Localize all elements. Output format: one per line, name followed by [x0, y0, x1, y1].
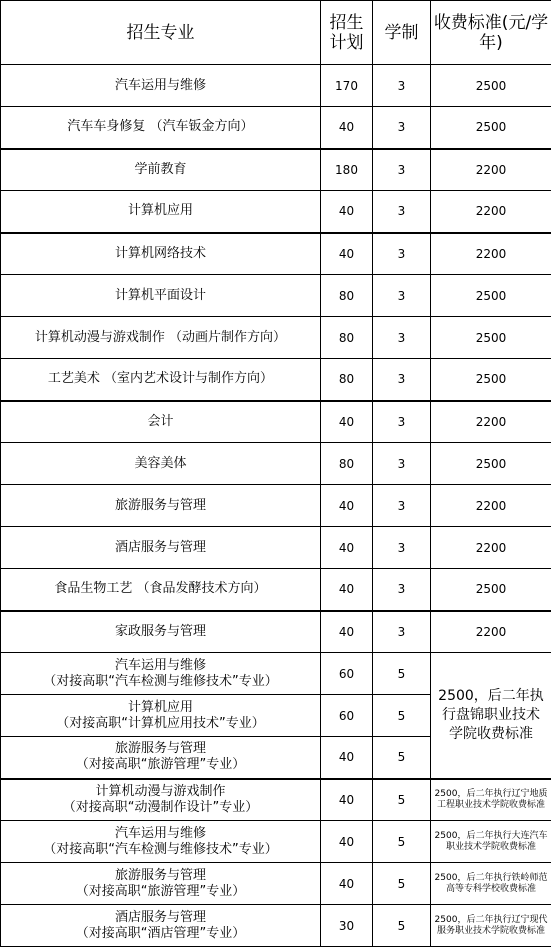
- cell-fee: 2500: [431, 107, 551, 149]
- cell-duration: 5: [373, 653, 431, 695]
- cell-plan: 170: [321, 65, 373, 107]
- cell-duration: 5: [373, 779, 431, 821]
- table-row: [1, 527, 551, 569]
- major-name: 汽车运用与维修: [114, 657, 206, 673]
- cell-duration: 5: [373, 905, 431, 947]
- cell-fee: 2500，后二年执行辽宁地质工程职业技术学院收费标准: [431, 779, 551, 821]
- cell-plan: 80: [321, 359, 373, 401]
- table-row-partner: [1, 905, 551, 947]
- cell-fee: 2500: [431, 317, 551, 359]
- table-row: [1, 317, 551, 359]
- cell-duration: 3: [373, 485, 431, 527]
- cell-duration: 3: [373, 65, 431, 107]
- cell-fee: 2500: [431, 359, 551, 401]
- cell-duration: 3: [373, 527, 431, 569]
- table-row: [1, 569, 551, 611]
- cell-major: 计算机平面设计: [1, 275, 321, 317]
- cell-fee: 2500: [431, 443, 551, 485]
- table-row: [1, 359, 551, 401]
- table-row: [1, 275, 551, 317]
- cell-plan: 40: [321, 401, 373, 443]
- cell-plan: 40: [321, 863, 373, 905]
- major-name: 酒店服务与管理: [114, 909, 206, 925]
- major-note: （对接高职“汽车检测与维修技术”专业）: [43, 841, 278, 857]
- table-row: [1, 485, 551, 527]
- cell-duration: 3: [373, 443, 431, 485]
- header-plan: 招生计划: [321, 1, 373, 65]
- cell-plan: 60: [321, 653, 373, 695]
- cell-duration: 3: [373, 107, 431, 149]
- table-row: [1, 401, 551, 443]
- cell-fee: 2500，后二年执行辽宁现代服务职业技术学院收费标准: [431, 905, 551, 947]
- cell-major: 旅游服务与管理: [1, 485, 321, 527]
- cell-duration: 5: [373, 695, 431, 737]
- cell-major: [1, 737, 321, 779]
- major-note: （对接高职“旅游管理”专业）: [75, 757, 246, 773]
- cell-major: 汽车车身修复 （汽车钣金方向）: [1, 107, 321, 149]
- cell-fee: 2200: [431, 401, 551, 443]
- cell-plan: 40: [321, 233, 373, 275]
- cell-fee: 2200: [431, 233, 551, 275]
- major-name: 旅游服务与管理: [114, 867, 206, 883]
- cell-fee: 2200: [431, 191, 551, 233]
- table-row: [1, 611, 551, 653]
- cell-major: 家政服务与管理: [1, 611, 321, 653]
- cell-major: 会计: [1, 401, 321, 443]
- cell-major: 计算机应用: [1, 191, 321, 233]
- header-major: 招生专业: [1, 1, 321, 65]
- cell-plan: 60: [321, 695, 373, 737]
- table-row: [1, 191, 551, 233]
- cell-major: 食品生物工艺 （食品发酵技术方向）: [1, 569, 321, 611]
- major-name: 汽车运用与维修: [114, 825, 206, 841]
- cell-plan: 80: [321, 275, 373, 317]
- cell-duration: 5: [373, 821, 431, 863]
- table-row-partner: [1, 821, 551, 863]
- cell-plan: 40: [321, 611, 373, 653]
- cell-fee: 2500，后二年执行铁岭师范高等专科学校收费标准: [431, 863, 551, 905]
- table-row: [1, 149, 551, 191]
- cell-fee-merged: 2500，后二年执行盘锦职业技术学院收费标准: [431, 653, 551, 779]
- cell-plan: 80: [321, 443, 373, 485]
- major-note: （对接高职“汽车检测与维修技术”专业）: [43, 673, 278, 689]
- table-row-partner: [1, 779, 551, 821]
- cell-fee: 2200: [431, 611, 551, 653]
- cell-major: [1, 905, 321, 947]
- table-row: [1, 233, 551, 275]
- cell-major: 学前教育: [1, 149, 321, 191]
- cell-major: [1, 821, 321, 863]
- header-fee: 收费标准(元/学年): [431, 1, 551, 65]
- cell-major: 计算机网络技术: [1, 233, 321, 275]
- cell-plan: 40: [321, 527, 373, 569]
- cell-major: [1, 863, 321, 905]
- cell-duration: 3: [373, 275, 431, 317]
- cell-major: 工艺美术 （室内艺术设计与制作方向）: [1, 359, 321, 401]
- cell-plan: 40: [321, 191, 373, 233]
- cell-major: 计算机动漫与游戏制作 （动画片制作方向）: [1, 317, 321, 359]
- table-row: [1, 65, 551, 107]
- cell-major: [1, 653, 321, 695]
- major-note: （对接高职“酒店管理”专业）: [75, 925, 246, 941]
- cell-duration: 5: [373, 863, 431, 905]
- cell-plan: 40: [321, 737, 373, 779]
- cell-fee: 2200: [431, 485, 551, 527]
- major-note: （对接高职“旅游管理”专业）: [75, 883, 246, 899]
- cell-duration: 3: [373, 317, 431, 359]
- cell-plan: 180: [321, 149, 373, 191]
- cell-major: 酒店服务与管理: [1, 527, 321, 569]
- cell-plan: 40: [321, 821, 373, 863]
- cell-fee: 2500，后二年执行大连汽车职业技术学院收费标准: [431, 821, 551, 863]
- cell-plan: 40: [321, 485, 373, 527]
- cell-duration: 3: [373, 401, 431, 443]
- table-row-partner: [1, 863, 551, 905]
- major-name: 旅游服务与管理: [114, 741, 206, 757]
- cell-major: [1, 695, 321, 737]
- cell-plan: 40: [321, 107, 373, 149]
- cell-duration: 3: [373, 149, 431, 191]
- cell-fee: 2200: [431, 149, 551, 191]
- table-row-joint: [1, 653, 551, 695]
- major-note: （对接高职“计算机应用技术”专业）: [56, 715, 265, 731]
- cell-plan: 30: [321, 905, 373, 947]
- cell-fee: 2500: [431, 275, 551, 317]
- header-duration: 学制: [373, 1, 431, 65]
- major-note: （对接高职“动漫制作设计”专业）: [62, 799, 259, 815]
- cell-plan: 40: [321, 569, 373, 611]
- major-name: 计算机应用: [127, 699, 193, 715]
- cell-duration: 3: [373, 191, 431, 233]
- cell-fee: 2500: [431, 65, 551, 107]
- table-row: [1, 107, 551, 149]
- table-row: [1, 443, 551, 485]
- cell-duration: 3: [373, 611, 431, 653]
- cell-fee: 2200: [431, 527, 551, 569]
- cell-duration: 3: [373, 569, 431, 611]
- cell-duration: 3: [373, 233, 431, 275]
- cell-major: 美容美体: [1, 443, 321, 485]
- cell-fee: 2500: [431, 569, 551, 611]
- cell-major: 汽车运用与维修: [1, 65, 321, 107]
- cell-plan: 40: [321, 779, 373, 821]
- major-name: 计算机动漫与游戏制作: [95, 783, 226, 799]
- cell-major: [1, 779, 321, 821]
- cell-duration: 3: [373, 359, 431, 401]
- header-row: [1, 1, 551, 65]
- cell-plan: 80: [321, 317, 373, 359]
- cell-duration: 5: [373, 737, 431, 779]
